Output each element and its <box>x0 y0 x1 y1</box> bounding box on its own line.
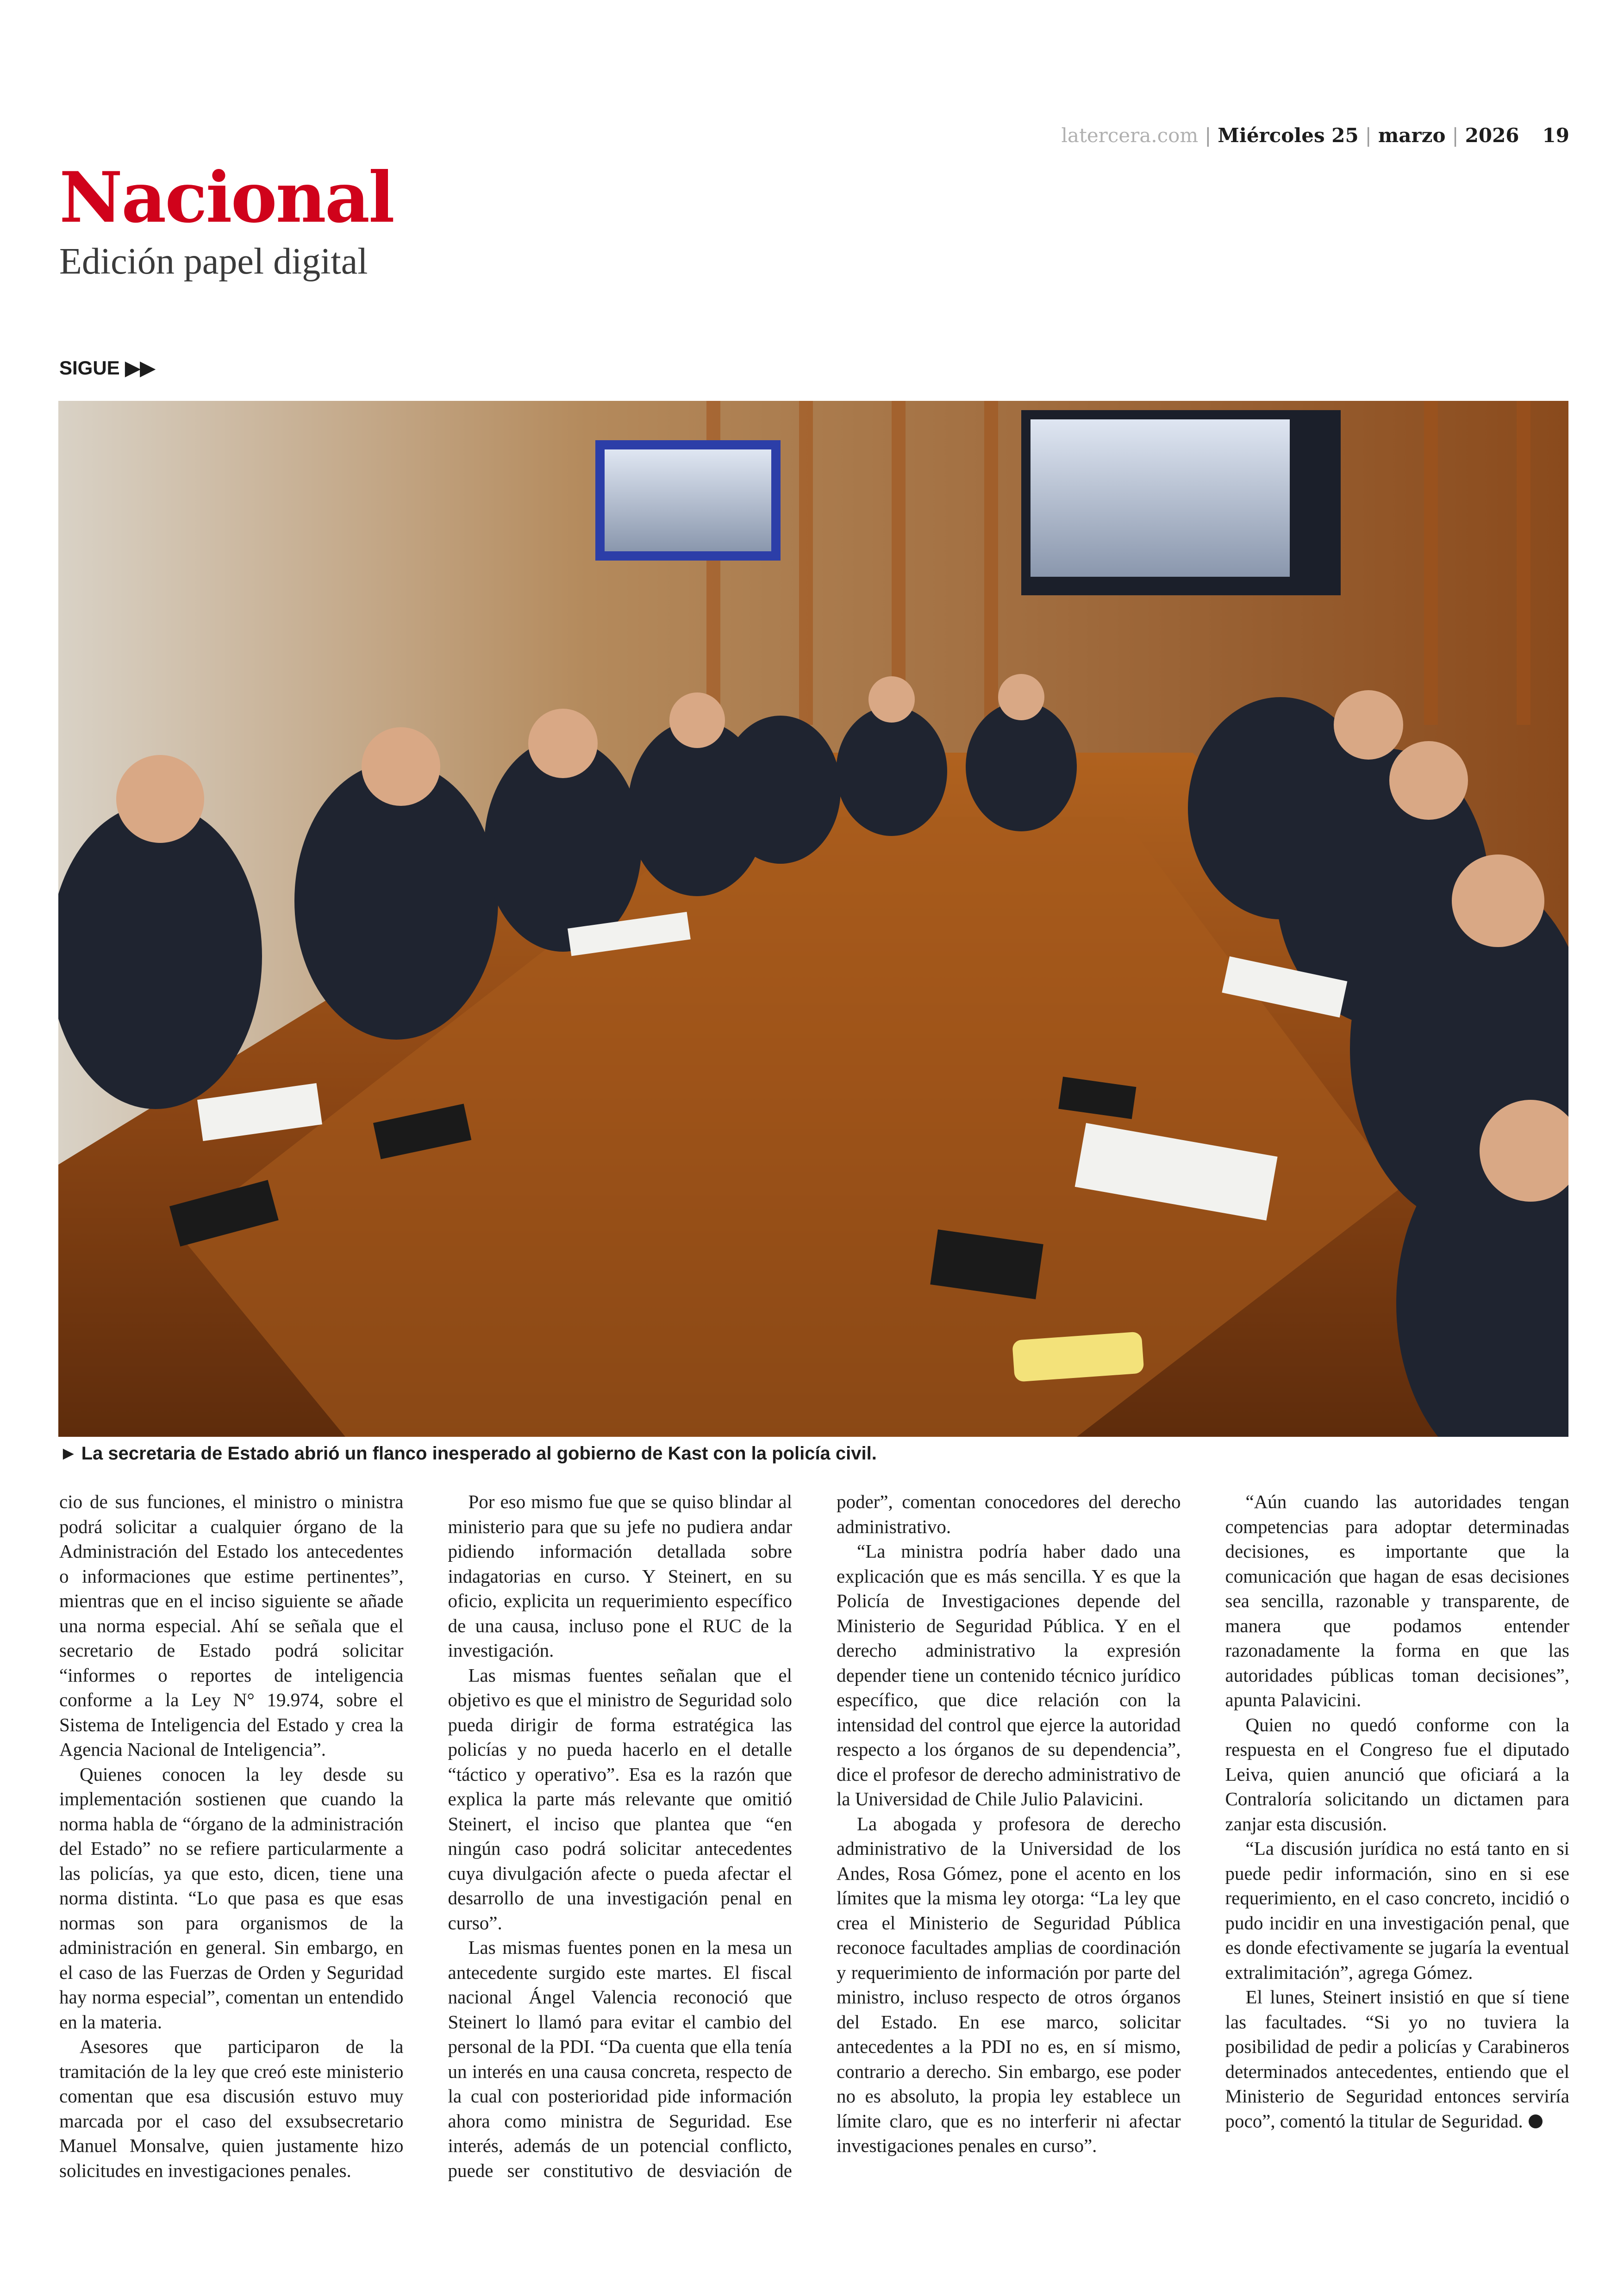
article-paragraph: Por eso mismo fue que se quiso blindar al ministerio para que su jefe no pudiera andar pidiendo información detallada sobre indagatorias en curso. Y Steinert, en su oficio, explicita un requerimiento específico de una causa, incluso pone el RUC de la investigación. <box>448 1491 792 1661</box>
caption-text: La secretaria de Estado abrió un flanco inesperado al gobierno de Kast con la policía civil. <box>81 1443 877 1464</box>
article-paragraph: “Aún cuando las autoridades tengan competencias para adoptar determinadas decisiones, es importante que la comunicación que hagan de esas decisiones sea sencilla, razonable y transparente, de manera que podamos entender razonadamente la forma en que las autoridades públicas toman decisiones”, apunta Palavicini. <box>1225 1491 1569 1710</box>
page-number: 19 <box>1542 124 1569 147</box>
site-name: latercera.com <box>1061 124 1199 147</box>
page-header-meta <box>1061 124 1569 147</box>
article-paragraph: Las mismas fuentes ponen en la mesa un antecedente surgido este martes. El fiscal nacional Ángel Valencia reconoció que Steinert lo llamó para evitar el cambio del personal de la PDI. “Da cuenta que ella tenía un interés en una causa concreta, respecto de la cual con posterioridad pide información ahora como ministra de Seguridad. Ese interés, además de un potencial conflicto, puede ser constitutivo de desviación de poder”, comentan conocedores del derecho administrativo. <box>448 1491 1181 2181</box>
header-separator: | <box>1365 124 1372 147</box>
continues-label: SIGUE ▶▶ <box>59 357 155 379</box>
article-paragraph: Quienes conocen la ley desde su implementación sostienen que cuando la norma habla de “órgano de la administración del Estado” no se refiere particularmente a las policías, ya que esto, dicen, tiene una norma distinta. “Lo que pasa es que esas normas son para organismos de la administración en general. Sin embargo, en el caso de las Fuerzas de Orden y Seguridad hay norma especial”, comentan un entendido en la materia. <box>59 1763 404 2033</box>
caption-marker-icon: ► <box>59 1443 78 1464</box>
section-title: Nacional <box>59 157 394 238</box>
article-paragraph: “La ministra podría haber dado una explicación que es más sencilla. Y es que la Policía de Investigaciones depende del Ministerio de Seguridad Pública. Y en el derecho administrativo la expresión depender tiene un contenido técnico jurídico específico, que dice relación con la intensidad del control que ejerce la autoridad respecto a los órganos de su dependencia”, dice el profesor de derecho administrativo de la Universidad de Chile Julio Palavicini. <box>837 1540 1181 1809</box>
photo-icon <box>58 401 1568 1437</box>
header-year: 2026 <box>1465 124 1519 147</box>
article-paragraph: “La discusión jurídica no está tanto en si puede pedir información, sino en si ese requerimiento, en el caso concreto, incidió o pudo incidir en una investigación penal, que es donde efectivamente se jugaría la eventual extralimitación”, agrega Gómez. <box>1225 1838 1569 1983</box>
article-paragraph: Quien no quedó conforme con la respuesta en el Congreso fue el diputado Leiva, quien anunció que oficiará a la Contraloría solicitando un dictamen para zanjar esta discusión. <box>1225 1714 1569 1834</box>
header-separator: | <box>1452 124 1459 147</box>
section-subtitle: Edición papel digital <box>59 241 368 282</box>
article-paragraph: cio de sus funciones, el ministro o ministra podrá solicitar a cualquier órgano de la Administración del Estado los antecedentes o informaciones que estime pertinentes”, mientras que en el inciso siguiente se añade una norma especial. Ahí se señala que el secretario de Estado podrá solicitar “informes o reportes de inteligencia conforme a la Ley N° 19.974, sobre el Sistema de Inteligencia del Estado y crea la Agencia Nacional de Inteligencia”. <box>59 1491 404 1760</box>
article-paragraph-text: El lunes, Steinert insistió en que sí tiene las facultades. “Si yo no tuviera la posibilidad de pedir a policías y Carabineros determinados antecedentes, entiendo que el Ministerio de Seguridad entonces serviría poco”, comentó la titular de Seguridad. <box>1225 1986 1569 2132</box>
header-month: marzo <box>1378 124 1446 147</box>
article-paragraph: La abogada y profesora de derecho administrativo de la Universidad de los Andes, Rosa Gómez, pone el acento en los límites que la misma ley otorga: “La ley que crea el Ministerio de Seguridad Pública reconoce facultades amplias de coordinación y requerimiento de información por parte del ministro, incluso respecto de otros órganos del Estado. En ese marco, solicitar antecedentes a la PDI no es, en sí mismo, contrario a derecho. Sin embargo, ese poder no es absoluto, la propia ley establece un límite claro, que es no interferir ni afectar investigaciones penales en curso”. <box>837 1813 1181 2156</box>
article-paragraph <box>1225 1985 1570 2133</box>
article-paragraph: Asesores que participaron de la tramitación de la ley que creó este ministerio comentan que esa discusión estuvo muy marcada por el caso del exsubsecretario Manuel Monsalve, quien justamente hizo solicitudes en investigaciones penales. <box>59 2036 404 2181</box>
article-paragraph: Las mismas fuentes señalan que el objetivo es que el ministro de Seguridad solo pueda dirigir de forma estratégica las policías y no pueda hacerlo en el detalle “táctico y operativo”. Esa es la razón que explica la parte más relevante que omitió Steinert, el inciso que plantea que “en ningún caso podrá solicitar antecedentes cuya divulgación afecte o pueda afectar el desarrollo de una investigación penal en curso”. <box>448 1664 792 1933</box>
article-body <box>59 1490 1569 2184</box>
header-separator: | <box>1205 124 1212 147</box>
end-of-article-icon <box>1529 2114 1543 2128</box>
photo-caption <box>59 1443 1568 1464</box>
header-day: Miércoles 25 <box>1218 124 1359 147</box>
article-photo <box>58 401 1568 1437</box>
